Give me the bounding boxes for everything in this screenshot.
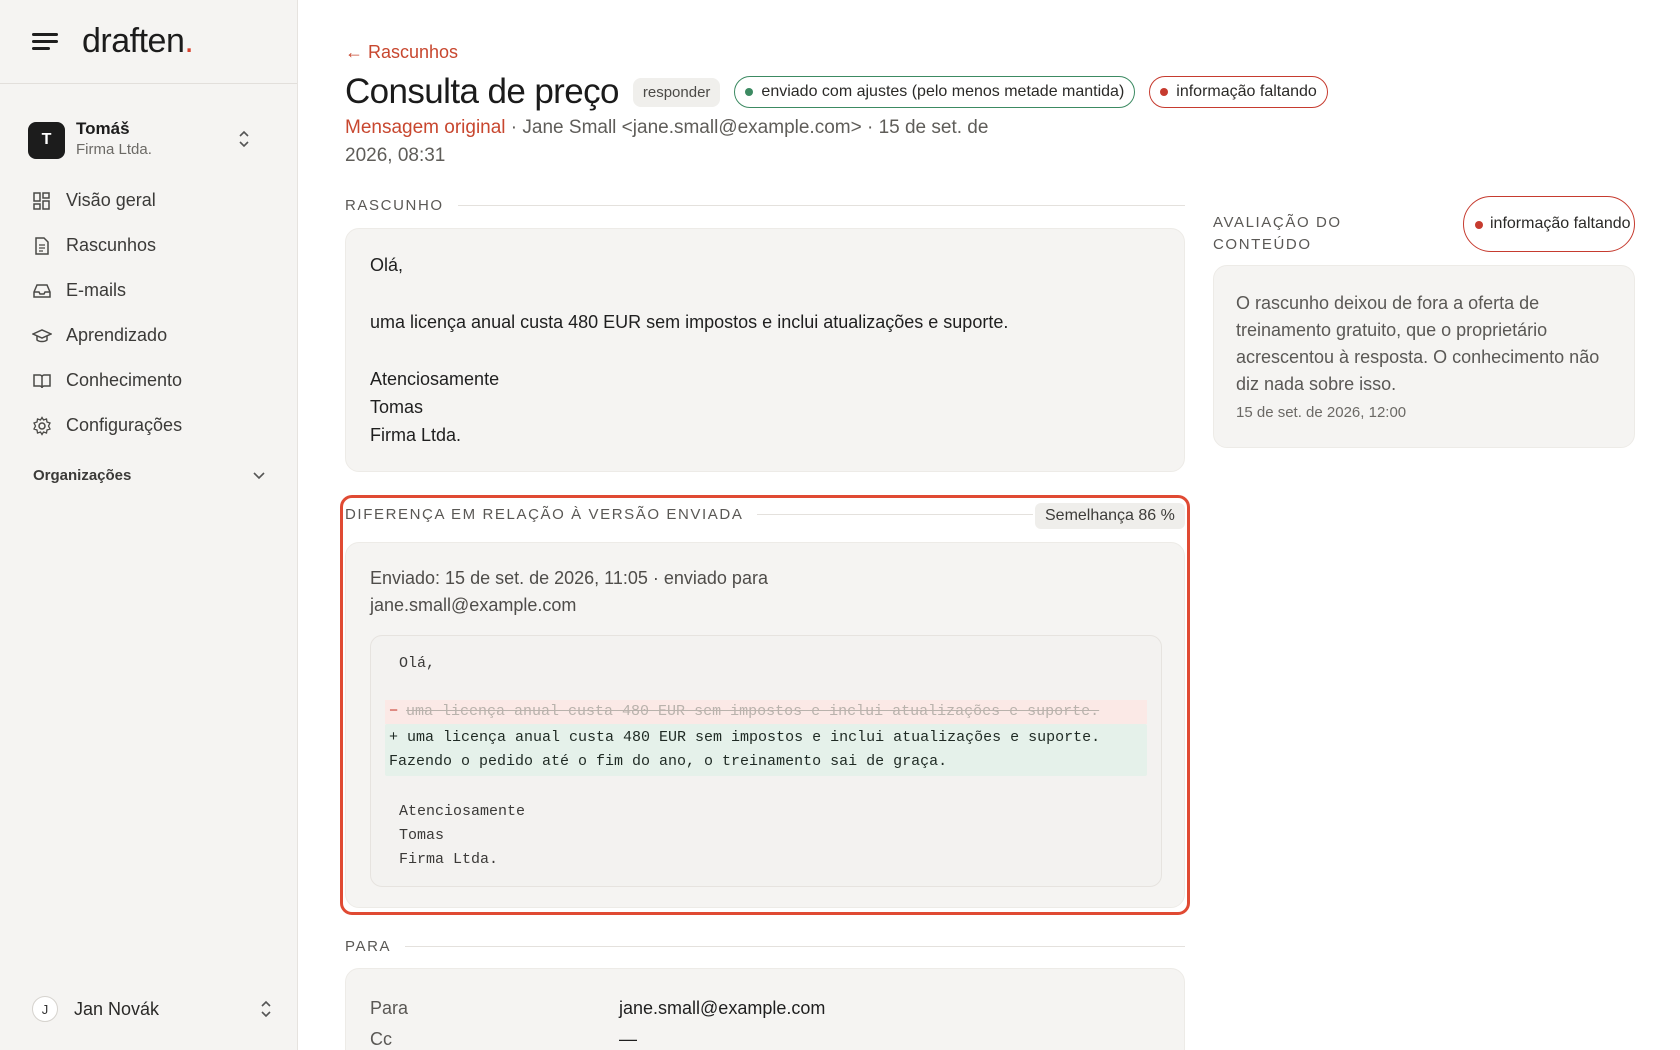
to-value: jane.small@example.com	[619, 998, 826, 1018]
back-to-drafts-link[interactable]: ← Rascunhos	[345, 42, 459, 62]
organizations-toggle[interactable]	[33, 467, 265, 484]
cc-row	[370, 1024, 1160, 1050]
menu-icon[interactable]	[32, 31, 58, 53]
brand-bar	[0, 0, 297, 84]
diff-line-context: Olá,	[399, 655, 436, 672]
gear-icon	[32, 416, 52, 436]
nav-item-knowledge[interactable]	[24, 358, 274, 403]
draft-signature-name: Tomas	[370, 397, 424, 417]
graduation-cap-icon	[32, 326, 52, 346]
diff-added-block	[385, 724, 1147, 776]
diff-line-context: Atenciosamente	[399, 803, 526, 820]
inbox-icon	[32, 281, 52, 301]
sent-info: Enviado: 15 de set. de 2026, 11:05 · enviado para jane.small@example.com	[370, 568, 768, 615]
status-badge	[734, 76, 1135, 108]
issue-dot-icon	[1160, 88, 1168, 96]
diff-removed-marker: −	[389, 703, 399, 720]
evaluation-text: O rascunho deixou de fora a oferta de treinamento gratuito, que o proprietário acrescentou à resposta. O conhecimento não diz nada sobre isso.	[1236, 293, 1600, 394]
diff-line-added: Fazendo o pedido até o fim do ano, o treinamento sai de graça.	[389, 753, 948, 770]
recipients-section-heading	[345, 938, 1185, 955]
user-switcher[interactable]	[32, 995, 272, 1023]
document-icon	[32, 236, 52, 256]
nav-label: Configurações	[66, 415, 183, 435]
main-content	[345, 0, 1655, 1050]
evaluation-badge	[1463, 196, 1635, 252]
title-row	[345, 72, 1342, 112]
recipients-card	[345, 968, 1185, 1050]
nav-label: Visão geral	[66, 190, 156, 210]
nav-item-drafts[interactable]	[24, 223, 274, 268]
evaluation-badge-label: informação faltando	[1490, 215, 1631, 232]
nav-item-learning[interactable]	[24, 313, 274, 358]
chevron-up-down-icon	[260, 1000, 272, 1018]
diff-line-context: Firma Ltda.	[399, 851, 499, 868]
similarity-badge: Semelhança 86 %	[1035, 503, 1185, 529]
diff-line-added: + uma licença anual custa 480 EUR sem impostos e inclui atualizações e suporte.	[389, 729, 1101, 746]
status-badge-label: enviado com ajustes (pelo menos metade mantida)	[761, 83, 1125, 100]
page-title: Consulta de preço	[345, 72, 619, 111]
book-icon	[32, 371, 52, 391]
draft-body: uma licença anual custa 480 EUR sem impostos e inclui atualizações e suporte.	[370, 312, 1009, 332]
draft-section-heading	[345, 197, 1185, 214]
main-nav	[24, 178, 274, 448]
message-meta-details: · Jane Small <jane.small@example.com> · 15 de set. de 2026, 08:31	[345, 117, 989, 166]
diff-code-block	[370, 635, 1162, 887]
chevron-up-down-icon	[238, 130, 250, 148]
nav-item-emails[interactable]	[24, 268, 274, 313]
section-title: DIFERENÇA EM RELAÇÃO À VERSÃO ENVIADA	[345, 506, 744, 523]
organizations-label: Organizações	[33, 467, 132, 484]
to-row	[370, 993, 1160, 1024]
diff-section-heading	[345, 506, 1045, 523]
draft-closing: Atenciosamente	[370, 369, 500, 389]
cc-label: Cc	[370, 1029, 392, 1049]
message-meta	[345, 114, 1005, 170]
section-title: PARA	[345, 938, 392, 955]
evaluation-timestamp: 15 de set. de 2026, 12:00	[1236, 404, 1407, 421]
nav-item-settings[interactable]	[24, 403, 274, 448]
cc-value: —	[619, 1029, 637, 1049]
diff-line-removed	[385, 700, 1147, 724]
diff-card	[345, 542, 1185, 908]
evaluation-card	[1213, 265, 1635, 448]
sidebar	[0, 0, 298, 1050]
draft-greeting: Olá,	[370, 255, 404, 275]
issue-badge-label: informação faltando	[1176, 83, 1317, 100]
grid-icon	[32, 191, 52, 211]
nav-label: Rascunhos	[66, 235, 157, 255]
to-label: Para	[370, 998, 409, 1018]
organization-switcher[interactable]	[28, 118, 272, 162]
section-title: RASCUNHO	[345, 197, 444, 214]
nav-item-overview[interactable]	[24, 178, 274, 223]
user-name: Jan Novák	[74, 998, 160, 1019]
org-user-name: Tomáš	[76, 119, 130, 138]
diff-line-blank	[385, 676, 1147, 700]
user-avatar: J	[32, 996, 58, 1022]
diff-line-blank	[385, 776, 1147, 800]
org-company-name: Firma Ltda.	[76, 141, 152, 158]
diff-removed-text: uma licença anual custa 480 EUR sem impostos e inclui atualizações e suporte.	[406, 703, 1100, 720]
type-badge: responder	[633, 78, 721, 107]
nav-label: E-mails	[66, 280, 127, 300]
nav-label: Aprendizado	[66, 325, 168, 345]
evaluation-heading: AVALIAÇÃO DO CONTEÚDO	[1213, 214, 1342, 253]
draft-card	[345, 228, 1185, 472]
issue-dot-icon	[1475, 221, 1483, 229]
nav-label: Conhecimento	[66, 370, 183, 390]
draft-signature-company: Firma Ltda.	[370, 425, 462, 445]
issue-badge	[1149, 76, 1328, 108]
brand-logo[interactable]: draften.	[82, 22, 194, 60]
diff-line-context: Tomas	[399, 827, 445, 844]
status-dot-icon	[745, 88, 753, 96]
original-message-link[interactable]: Mensagem original	[345, 117, 506, 138]
org-avatar: T	[28, 122, 65, 159]
chevron-down-icon	[253, 472, 265, 480]
